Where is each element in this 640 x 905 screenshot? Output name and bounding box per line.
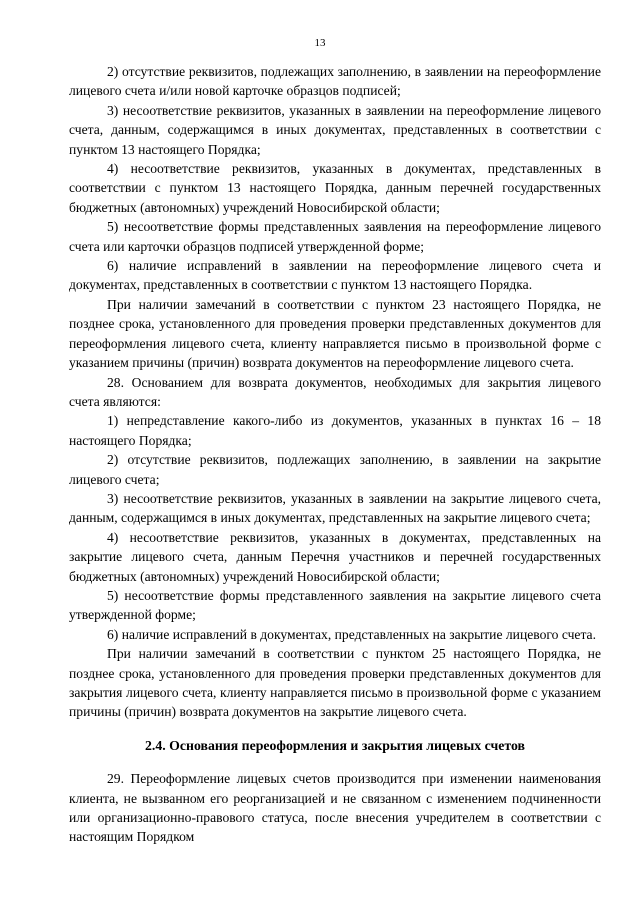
paragraph: 1) непредставление какого-либо из документов, указанных в пунктах 16 – 18 настоящего Порядка; (69, 413, 601, 448)
paragraph: 4) несоответствие реквизитов, указанных в документах, представленных в соответствии с пунктом 13 настоящего Порядка, данным перечней государственных бюджетных (автономных) учреждений Новосибирской области; (69, 161, 601, 215)
section-heading: 2.4. Основания переоформления и закрытия лицевых счетов (145, 737, 525, 753)
paragraph: 2) отсутствие реквизитов, подлежащих заполнению, в заявлении на закрытие лицевого счета; (69, 452, 601, 487)
paragraph: 3) несоответствие реквизитов, указанных в заявлении на закрытие лицевого счета, данным, содержащимся в иных документах, представленных на закрытие лицевого счета; (69, 490, 601, 526)
paragraph: 6) наличие исправлений в документах, представленных на закрытие лицевого счета. (107, 626, 596, 642)
paragraph: При наличии замечаний в соответствии с пунктом 23 настоящего Порядка, не позднее срока, установленного для проведения проверки представленных документов для переоформления лицевого счета, клиенту направляется письмо в произвольной форме с указанием причины (причин) возврата документов на переоформление лицевого счета. (69, 296, 601, 371)
paragraph: 28. Основанием для возврата документов, необходимых для закрытия лицевого счета являются: (69, 374, 601, 409)
page-number: 13 (314, 37, 326, 49)
paragraph: 6) наличие исправлений в заявлении на переоформление лицевого счета и документах, представленных в соответствии с пунктом 13 настоящего Порядка. (69, 258, 601, 293)
document-body (69, 62, 601, 847)
paragraph: 4) несоответствие реквизитов, указанных в документах, представленных на закрытие лицевого счета, данным Перечня участников и перечней государственных бюджетных (автономных) учреждений Новосибирской области; (69, 529, 601, 584)
paragraph: 3) несоответствие реквизитов, указанных в заявлении на переоформление лицевого счета, данным, содержащимся в иных документах, представленных в соответствии с пунктом 13 настоящего Порядка; (69, 102, 601, 157)
paragraph: 2) отсутствие реквизитов, подлежащих заполнению, в заявлении на переоформление лицевого счета и/или новой карточке образцов подписей; (69, 64, 601, 99)
paragraph: При наличии замечаний в соответствии с пунктом 25 настоящего Порядка, не позднее срока, установленного для проведения проверки представленных документов для закрытия лицевого счета, клиенту направляется письмо в произвольной форме с указанием причины (причин) возврата документов на закрытие лицевого счета. (69, 646, 601, 720)
paragraph: 5) несоответствие формы представленного заявления на закрытие лицевого счета утвержденной форме; (69, 587, 601, 623)
paragraph: 29. Переоформление лицевых счетов производится при изменении наименования клиента, не вызванном его реорганизацией и не связанном с изменением подчиненности или организационно-правового статуса, после внесения учредителем в соответствии с настоящим Порядком (69, 771, 601, 845)
paragraph: 5) несоответствие формы представленных заявления на переоформление лицевого счета или карточки образцов подписей утвержденной форме; (69, 219, 601, 254)
